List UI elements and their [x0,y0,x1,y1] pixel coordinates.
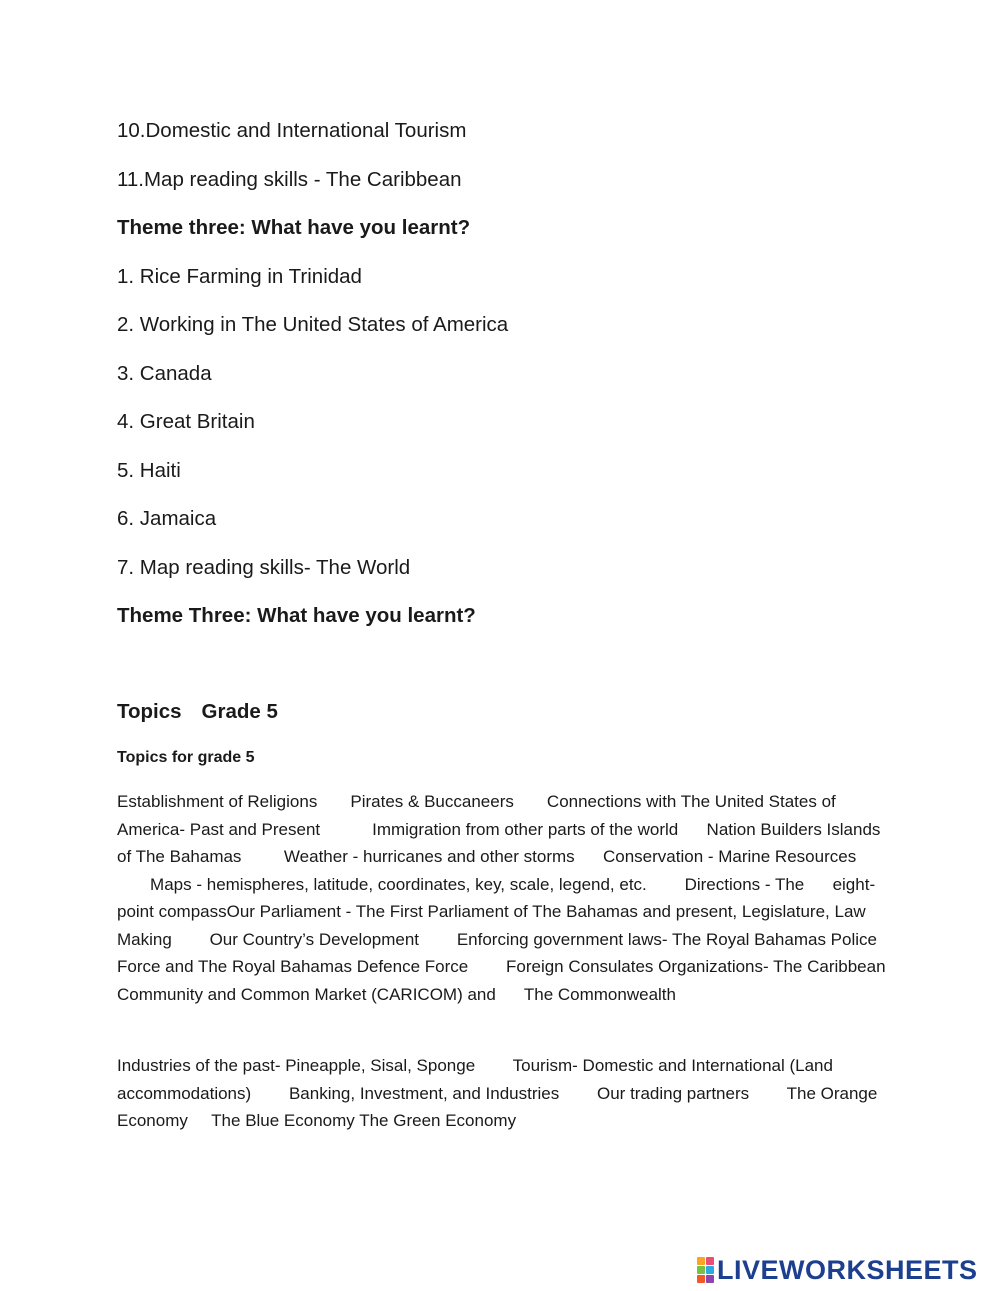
theme-list-item: 4. Great Britain [117,410,255,433]
theme-list-item: 2. Working in The United States of America [117,313,509,336]
theme-list-item: 3. Canada [117,362,212,385]
theme-list-item: 7. Map reading skills- The World [117,556,411,579]
liveworksheets-logo [697,1256,978,1284]
topics-subheading: Topics for grade 5 [117,749,255,766]
theme-list-item: 5. Haiti [117,459,181,482]
topics-heading-grade: Grade 5 [201,700,278,723]
topics-heading [117,700,278,724]
logo-blocks-icon [697,1257,714,1283]
theme-three-review-heading: Theme three: What have you learnt? [117,216,471,239]
topics-heading-label: Topics [117,700,182,723]
topics-paragraph-2: Industries of the past- Pineapple, Sisal, Sponge Tourism- Domestic and International (Land accommodations) Banking, Investment, and Industries Our trading partners The Orange Economy The Blue Economy The Green Economy [117,1056,878,1130]
logo-text: LIVEWORKSHEETS [717,1255,978,1285]
topics-paragraph-1: Establishment of Religions Pirates & Buccaneers Connections with The United States of America- Past and Present Immigration from other parts of the world Nation Builders Islands of The Bahamas Weather - hurricanes and other storms Conservation - Marine Resources Maps - hemispheres, latitude, coordinates, key, scale, legend, etc. Directions - The eight-point compassOur Parliament - The First Parliament of The Bahamas and present, Legislature, Law Making Our Country’s Development Enforcing government laws- The Royal Bahamas Police Force and The Royal Bahamas Defence Force Foreign Consulates Organizations- The Caribbean Community and Common Market (CARICOM) and The Commonwealth [117,792,886,1004]
theme-list-item: 6. Jamaica [117,507,217,530]
theme-three-review-heading-2: Theme Three: What have you learnt? [117,604,476,627]
theme-list-item: 1. Rice Farming in Trinidad [117,265,362,288]
list-item-10: 10.Domestic and International Tourism [117,119,467,142]
list-item-11: 11.Map reading skills - The Caribbean [117,168,462,191]
